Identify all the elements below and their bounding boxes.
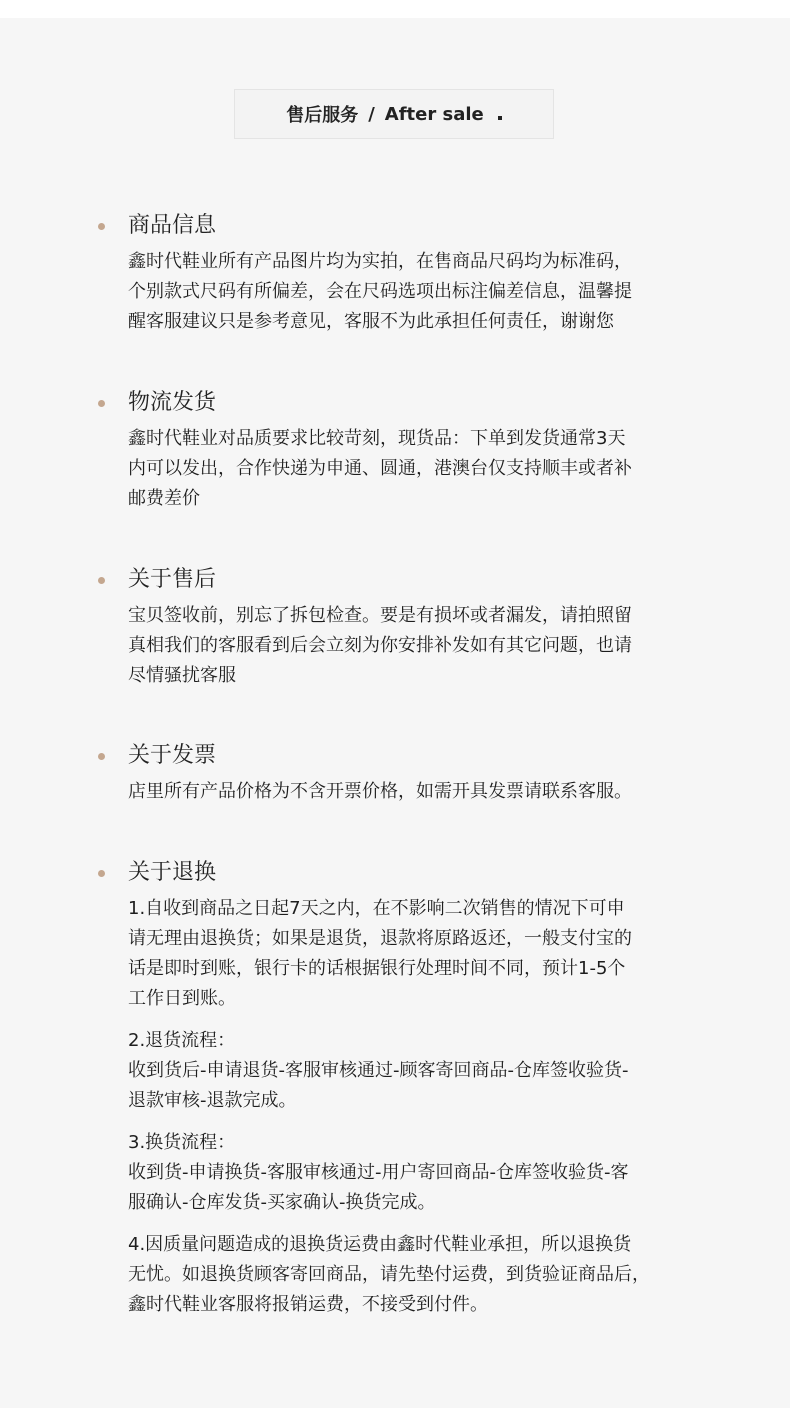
paragraph: [128, 1128, 698, 1218]
text-line: 店里所有产品价格为不含开票价格，如需开具发票请联系客服。: [128, 781, 632, 802]
paragraph: [128, 1026, 698, 1116]
text-line: 邮费差价: [128, 488, 200, 509]
text-line: 3.换货流程：: [128, 1132, 236, 1153]
text-line: 个别款式尺码有所偏差，会在尺码选项出标注偏差信息，温馨提: [128, 281, 632, 302]
section-title: 物流发货: [128, 390, 217, 415]
text-line: 4.因质量问题造成的退换货运费由鑫时代鞋业承担，所以退换货: [128, 1234, 632, 1255]
text-line: 服确认-仓库发货-买家确认-换货完成。: [128, 1192, 436, 1213]
text-line: 鑫时代鞋业所有产品图片均为实拍，在售商品尺码均为标准码，: [128, 251, 632, 272]
bullet-icon: [98, 870, 105, 877]
text-line: 1.自收到商品之日起7天之内，在不影响二次销售的情况下可申: [128, 898, 625, 919]
paragraph: [128, 1230, 698, 1320]
paragraph: [128, 601, 698, 691]
text-line: 宝贝签收前，别忘了拆包检查。要是有损坏或者漏发，请拍照留: [128, 605, 632, 626]
section-title: 关于退换: [128, 860, 217, 885]
paragraph: [128, 247, 698, 337]
section-body: [128, 894, 698, 1332]
bullet-icon: [98, 400, 105, 407]
text-line: 无忧。如退换货顾客寄回商品，请先垫付运费，到货验证商品后，: [128, 1264, 650, 1285]
text-line: 醒客服建议只是参考意见，客服不为此承担任何责任，谢谢您: [128, 311, 614, 332]
section-body: [128, 247, 698, 349]
text-line: 收到货后-申请退货-客服审核通过-顾客寄回商品-仓库签收验货-: [128, 1060, 629, 1081]
text-line: 鑫时代鞋业对品质要求比较苛刻，现货品：下单到发货通常3天: [128, 428, 626, 449]
title-en: After sale: [384, 103, 484, 125]
text-line: 2.退货流程：: [128, 1030, 236, 1051]
section-body: [128, 601, 698, 703]
paragraph: [128, 894, 698, 1014]
text-line: 请无理由退换货；如果是退货，退款将原路返还，一般支付宝的: [128, 928, 632, 949]
title-cn: 售后服务: [286, 105, 359, 126]
text-line: 话是即时到账，银行卡的话根据银行处理时间不同，预计1-5个: [128, 958, 626, 979]
section-title: 关于售后: [128, 567, 217, 592]
section-body: [128, 777, 698, 819]
text-line: 工作日到账。: [128, 988, 236, 1009]
section-title: 商品信息: [128, 213, 217, 238]
section-body: [128, 424, 698, 526]
bullet-icon: [98, 577, 105, 584]
text-line: 内可以发出，合作快递为申通、圆通，港澳台仅支持顺丰或者补: [128, 458, 632, 479]
text-line: 真相我们的客服看到后会立刻为你安排补发如有其它问题，也请: [128, 635, 632, 656]
paragraph: [128, 424, 698, 514]
text-line: 收到货-申请换货-客服审核通过-用户寄回商品-仓库签收验货-客: [128, 1162, 629, 1183]
paragraph: [128, 777, 698, 807]
text-line: 鑫时代鞋业客服将报销运费，不接受到付件。: [128, 1294, 488, 1315]
text-line: 尽情骚扰客服: [128, 665, 236, 686]
section-title: 关于发票: [128, 743, 217, 768]
bullet-icon: [98, 223, 105, 230]
text-line: 退款审核-退款完成。: [128, 1090, 297, 1111]
title-separator: /: [368, 103, 375, 125]
title-dot-icon: [498, 116, 502, 120]
page-title-box: [234, 89, 554, 139]
bullet-icon: [98, 753, 105, 760]
